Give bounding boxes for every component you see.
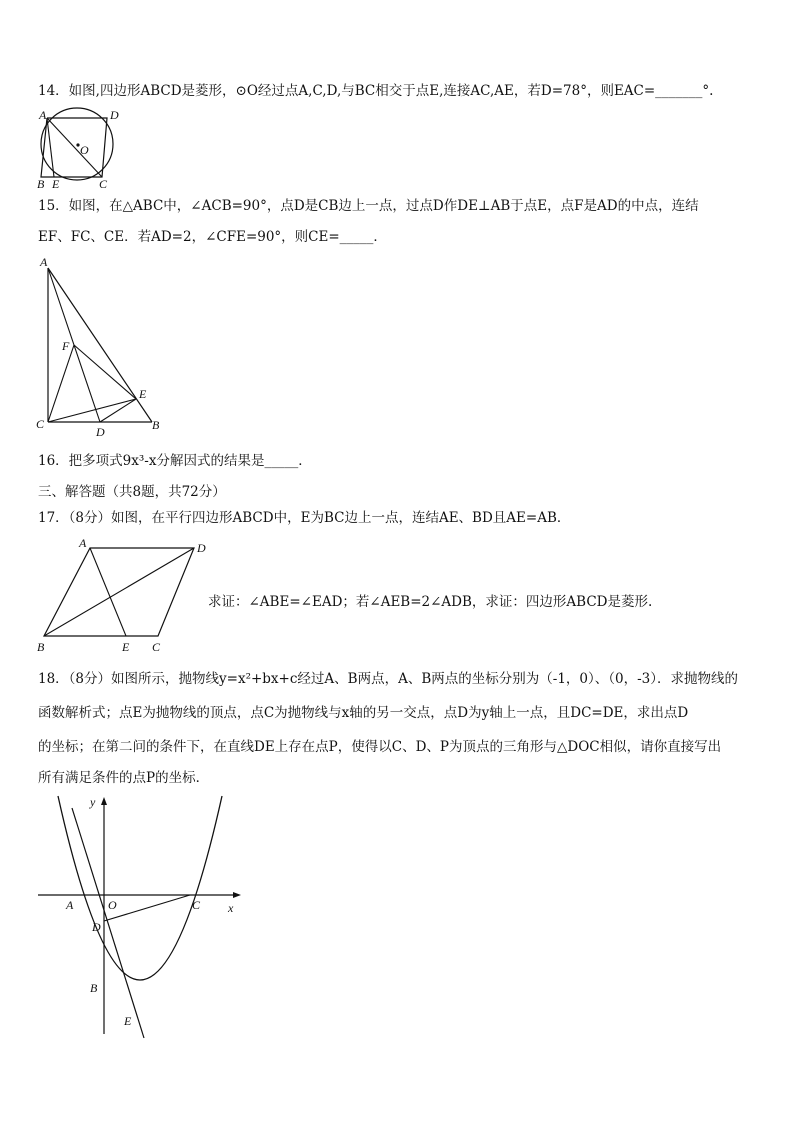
q18-line2: 函数解析式；点E为抛物线的顶点，点C为抛物线与x轴的另一交点，点D为y轴上一点，且DC=DE，求出点D [38, 705, 689, 721]
q18-figure [30, 794, 250, 1044]
q17-label-D: D [197, 541, 206, 555]
q18-label-y: y [90, 795, 96, 809]
q15-label-E: E [139, 387, 147, 401]
q14-label-O: O [80, 143, 89, 157]
q17-label-E: E [122, 640, 130, 654]
q17-label-C: C [152, 640, 161, 654]
q15-label-C: C [36, 417, 45, 431]
q14-label-A: A [39, 108, 47, 122]
q16-text: 16．把多项式9x³-x分解因式的结果是_____． [38, 453, 312, 469]
q15-label-B: B [152, 418, 160, 432]
q17-label-A: A [79, 536, 87, 550]
q17-side-text: 求证：∠ABE=∠EAD；若∠AEB=2∠ADB，求证：四边形ABCD是菱形. [208, 594, 653, 610]
q14-label-B: B [37, 177, 45, 190]
q18-label-E: E [124, 1014, 132, 1028]
q14-text: 14．如图,四边形ABCD是菱形，⊙O经过点A,C,D,与BC相交于点E,连接AC,AE，若D=78°，则EAC=_______°. [38, 83, 714, 99]
section3-heading: 三、解答题（共8题，共72分） [38, 484, 226, 500]
q15-label-A: A [40, 255, 48, 269]
q18-label-A: A [66, 898, 74, 912]
q18-line3: 的坐标；在第二问的条件下，在直线DE上存在点P，使得以C、D、P为顶点的三角形与△DOC相似，请你直接写出 [38, 739, 722, 755]
q15-line2: EF、FC、CE．若AD=2，∠CFE=90°，则CE=_____． [38, 229, 387, 245]
q18-label-O: O [108, 898, 117, 912]
q14-label-D: D [110, 108, 119, 122]
q14-figure [34, 106, 124, 190]
q14-label-C: C [99, 177, 108, 190]
q15-figure [32, 252, 172, 442]
q17-text: 17．（8分）如图，在平行四边形ABCD中，E为BC边上一点，连结AE、BD且AE=AB． [38, 510, 571, 526]
q18-label-C: C [192, 898, 201, 912]
q15-line1: 15．如图，在△ABC中，∠ACB=90°，点D是CB边上一点，过点D作DE⊥AB于点E，点F是AD的中点，连结 [38, 198, 699, 214]
q18-label-D: D [92, 920, 101, 934]
q17-label-B: B [37, 640, 45, 654]
q18-label-x: x [228, 901, 234, 915]
q14-label-E: E [52, 177, 60, 190]
q18-line1: 18．（8分）如图所示，抛物线y=x²+bx+c经过A、B两点，A、B两点的坐标分别为（-1，0）、（0，-3）．求抛物线的 [38, 671, 738, 687]
q17-figure [34, 534, 210, 656]
q18-label-B: B [90, 981, 98, 995]
q18-line4: 所有满足条件的点P的坐标． [38, 770, 210, 786]
q15-label-F: F [62, 339, 70, 353]
q15-label-D: D [96, 425, 105, 439]
